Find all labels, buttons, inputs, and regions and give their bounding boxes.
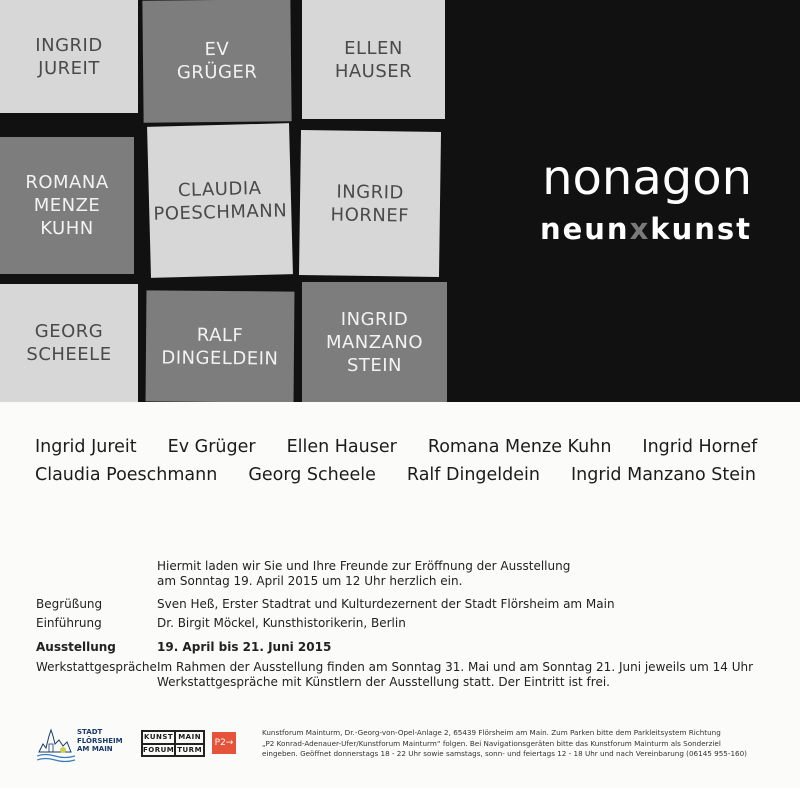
tile-line: RALF — [196, 324, 244, 346]
town-crest-icon — [35, 726, 77, 766]
venue-line: Kunstforum Mainturm, Dr.-Georg-von-Opel-Anlage 2, 65439 Flörsheim am Main. Zum Parken bitte dem Parkleitsystem Richtung — [262, 728, 721, 737]
kunstforum-mainturm-logo — [141, 730, 205, 757]
program-value: 19. April bis 21. Juni 2015 — [157, 640, 332, 654]
tile-line: ELLEN — [344, 37, 403, 59]
artist-name: Georg Scheele — [248, 465, 376, 485]
artist-tile — [146, 290, 295, 402]
tile-line: SCHEELE — [26, 344, 112, 365]
program-label: Begrüßung — [36, 597, 103, 611]
artist-tile — [299, 130, 441, 277]
artist-list — [35, 433, 775, 489]
tile-line: CLAUDIA — [177, 177, 262, 201]
venue-details — [262, 728, 782, 760]
artist-name: Ingrid Manzano Stein — [571, 465, 756, 485]
artist-name: Ingrid Jureit — [35, 437, 137, 457]
footer — [0, 722, 800, 772]
subtitle-part: neun — [539, 212, 630, 246]
artist-name: Ralf Dingeldein — [406, 465, 541, 485]
tile-line: INGRID — [340, 308, 409, 330]
kmt-cell: KUNST — [142, 731, 175, 744]
artist-row — [35, 433, 775, 461]
program-value: Sven Heß, Erster Stadtrat und Kulturdezernent der Stadt Flörsheim am Main — [157, 597, 615, 611]
tile-line: POESCHMANN — [153, 199, 288, 225]
program-value: Dr. Birgit Möckel, Kunsthistorikerin, Berlin — [157, 616, 406, 630]
tile-line: INGRID — [35, 34, 103, 56]
tile-line: GEORG — [34, 321, 104, 342]
tile-line: EV — [204, 38, 230, 61]
p2-label: P2 — [214, 738, 226, 748]
artist-tile — [302, 0, 445, 119]
artist-name: Ev Grüger — [167, 437, 256, 457]
tile-line: GRÜGER — [176, 61, 258, 84]
stadt-logo-line: FLÖRSHEIM — [77, 736, 123, 745]
tile-line: KUHN — [40, 218, 94, 239]
artist-row — [35, 461, 775, 489]
tile-line: ROMANA — [25, 172, 109, 193]
artist-name: Claudia Poeschmann — [35, 465, 218, 485]
artist-name: Romana Menze Kuhn — [427, 437, 612, 457]
artist-name: Ellen Hauser — [286, 437, 397, 457]
kmt-cell: TURM — [175, 744, 204, 757]
tile-line: DINGELDEIN — [161, 346, 279, 370]
kmt-cell: FORUM — [142, 744, 175, 757]
tile-line: JUREIT — [38, 57, 100, 79]
tile-line: STEIN — [346, 354, 403, 376]
kmt-cell: MAIN — [175, 731, 204, 744]
artist-name: Ingrid Hornef — [642, 437, 758, 457]
exhibition-title: nonagon — [542, 150, 752, 206]
program-value — [157, 660, 777, 690]
artist-tile — [0, 137, 134, 274]
invitation-line: am Sonntag 19. April 2015 um 12 Uhr herzlich ein. — [157, 574, 463, 588]
stadt-logo-text — [77, 728, 123, 754]
program-value-line: Im Rahmen der Ausstellung finden am Sonntag 31. Mai und am Sonntag 21. Juni jeweils um 14 Uhr — [157, 660, 754, 674]
stadt-logo-line: AM MAIN — [77, 745, 113, 753]
subtitle-x: x — [629, 212, 651, 246]
artist-tile — [0, 0, 138, 113]
artist-tile — [302, 282, 447, 402]
program-value-line: Werkstattgespräche mit Künstlern der Ausstellung statt. Der Eintritt ist frei. — [157, 675, 610, 689]
artist-tile — [142, 0, 291, 123]
tile-line: HAUSER — [334, 60, 413, 82]
program-label: Ausstellung — [36, 640, 116, 654]
stadt-logo-line: STADT — [77, 728, 103, 736]
tile-line: INGRID — [336, 181, 405, 203]
program-label: Einführung — [36, 616, 102, 630]
venue-line: eingeben. Geöffnet donnerstags 18 - 22 Uhr sowie samstags, sonn- und feiertags 12 - 18 Uhr und nach Vereinbarung (06145 955-160) — [262, 749, 747, 758]
exhibition-subtitle — [527, 212, 752, 246]
artist-tile — [147, 123, 293, 278]
artist-tile — [0, 284, 138, 402]
parking-p2-icon: P2 → — [212, 732, 236, 754]
invitation-line: Hiermit laden wir Sie und Ihre Freunde zur Eröffnung der Ausstellung — [157, 559, 571, 573]
subtitle-part: kunst — [650, 212, 752, 246]
stadt-floersheim-logo — [35, 726, 125, 766]
tile-line: HORNEF — [330, 203, 410, 227]
tile-line: MANZANO — [325, 331, 424, 353]
venue-line: „P2 Konrad-Adenauer-Ufer/Kunstforum Mainturm“ folgen. Bei Navigationsgeräten bitte das Kunstforum Mainturm als Sonderziel — [262, 738, 721, 748]
tile-line: MENZE — [33, 195, 101, 216]
invitation-text — [157, 559, 570, 589]
program-label: Werkstattgespräche — [36, 660, 157, 674]
